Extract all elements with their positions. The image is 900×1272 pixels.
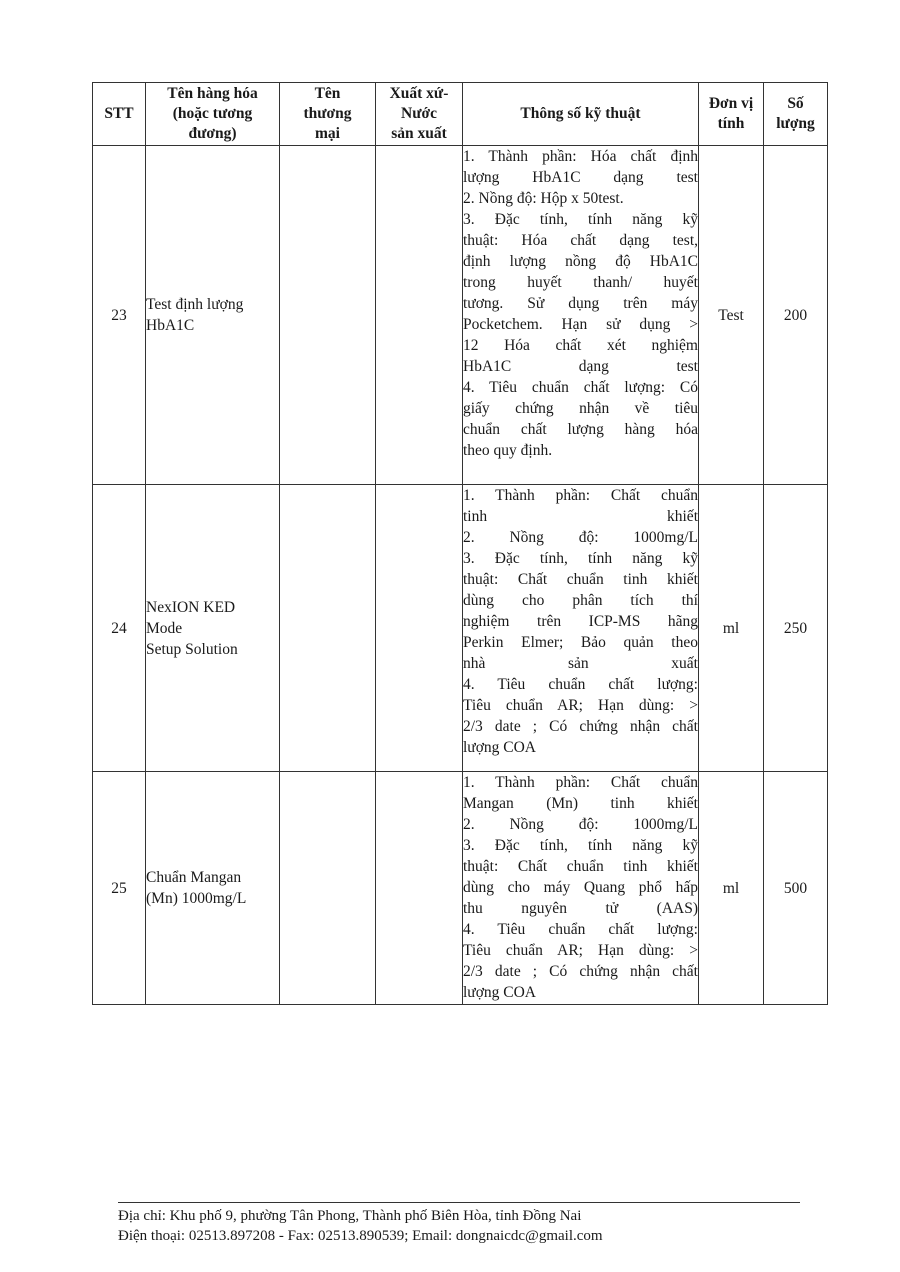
header-quantity: Số lượng	[764, 83, 828, 146]
row-origin	[376, 772, 463, 1005]
row-stt: 24	[93, 485, 146, 772]
specification-table	[92, 82, 828, 1005]
row-origin	[376, 146, 463, 485]
header-unit: Đơn vị tính	[699, 83, 764, 146]
row-unit: ml	[699, 772, 764, 1005]
row-trade-name	[280, 772, 376, 1005]
footer-contact: Điện thoại: 02513.897208 - Fax: 02513.890539; Email: dongnaicdc@gmail.com	[118, 1228, 603, 1244]
row-unit: Test	[699, 146, 764, 485]
row-quantity: 250	[764, 485, 828, 772]
row-unit: ml	[699, 485, 764, 772]
header-origin: Xuất xứ- Nước sản xuất	[376, 83, 463, 146]
row-specification: 1. Thành phần: Chất chuẩn tinh khiết 2. Nồng độ: 1000mg/L 3. Đặc tính, tính năng kỹ thuật: Chất chuẩn tinh khiết dùng cho phân tích thí nghiệm trên ICP-MS hãng Perkin Elmer; Bảo quản theo nhà sản xuất 4. Tiêu chuẩn chất lượng: Tiêu chuẩn AR; Hạn dùng: > 2/3 date ; Có chứng nhận chất lượng COA	[463, 485, 699, 772]
table-row	[93, 146, 828, 485]
page-footer	[118, 1202, 800, 1246]
row-trade-name	[280, 485, 376, 772]
row-origin	[376, 485, 463, 772]
row-specification: 1. Thành phần: Chất chuẩn Mangan (Mn) tinh khiết 2. Nồng độ: 1000mg/L 3. Đặc tính, tính năng kỹ thuật: Chất chuẩn tinh khiết dùng cho máy Quang phổ hấp thu nguyên tử (AAS) 4. Tiêu chuẩn chất lượng: Tiêu chuẩn AR; Hạn dùng: > 2/3 date ; Có chứng nhận chất lượng COA	[463, 772, 699, 1005]
row-specification: 1. Thành phần: Hóa chất định lượng HbA1C dạng test 2. Nồng độ: Hộp x 50test. 3. Đặc tính, tính năng kỹ thuật: Hóa chất dạng test, định lượng nồng độ HbA1C trong huyết thanh/ huyết tương. Sử dụng trên máy Pocketchem. Hạn sử dụng > 12 Hóa chất xét nghiệm HbA1C dạng test 4. Tiêu chuẩn chất lượng: Có giấy chứng nhận về tiêu chuẩn chất lượng hàng hóa theo quy định.	[463, 146, 699, 485]
table-header-row	[93, 83, 828, 146]
header-product-name: Tên hàng hóa (hoặc tương đương)	[146, 83, 280, 146]
row-quantity: 200	[764, 146, 828, 485]
row-stt: 23	[93, 146, 146, 485]
header-trade-name: Tên thương mại	[280, 83, 376, 146]
header-stt: STT	[93, 83, 146, 146]
row-trade-name	[280, 146, 376, 485]
row-product-name: Chuẩn Mangan (Mn) 1000mg/L	[146, 772, 280, 1005]
row-stt: 25	[93, 772, 146, 1005]
table-row	[93, 772, 828, 1005]
table-row	[93, 485, 828, 772]
row-quantity: 500	[764, 772, 828, 1005]
header-specification: Thông số kỹ thuật	[463, 83, 699, 146]
footer-address: Địa chỉ: Khu phố 9, phường Tân Phong, Thành phố Biên Hòa, tỉnh Đồng Nai	[118, 1208, 582, 1224]
row-product-name: Test định lượng HbA1C	[146, 146, 280, 485]
row-product-name: NexION KED Mode Setup Solution	[146, 485, 280, 772]
